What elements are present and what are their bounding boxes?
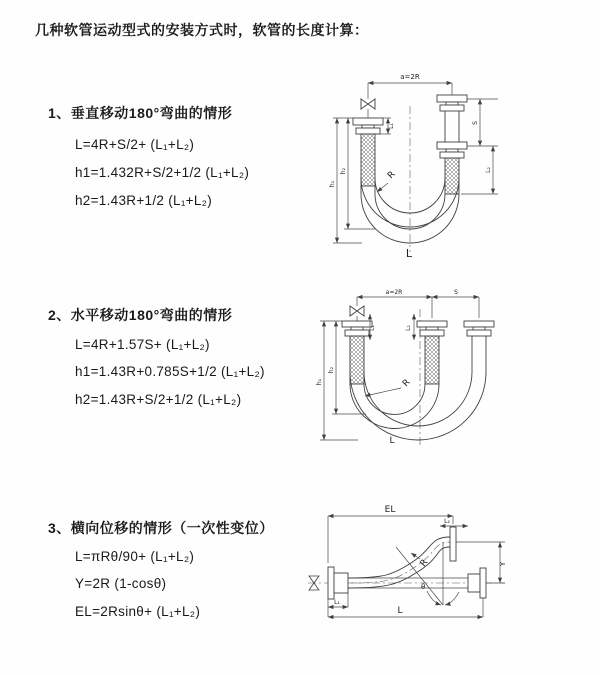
dimension-l2	[405, 314, 414, 340]
section-2-formula-l: L=4R+1.57S+ (L₁+L₂)	[75, 337, 210, 352]
section-3-heading: 3、横向位移的情形（一次性变位）	[48, 520, 274, 536]
dim-label-h2: h₂	[328, 366, 335, 374]
dimension-l1	[369, 314, 376, 340]
section-3-formula-el: EL=2Rsinθ+ (L₁+L₂)	[75, 604, 201, 619]
dimension-s	[432, 289, 479, 297]
page-title: 几种软管运动型式的安装方式时，软管的长度计算：	[35, 22, 369, 38]
diagram-lateral-displacement	[300, 495, 600, 655]
dim-label-s: S	[454, 289, 458, 296]
length-label: L	[389, 436, 395, 446]
left-fitting	[353, 118, 383, 186]
valve-icon	[361, 83, 375, 118]
dim-label-l2: L₂	[405, 325, 412, 331]
radius-label: R	[386, 169, 398, 182]
dim-label-a2r: a=2R	[400, 73, 420, 81]
section-1-formula-l: L=4R+S/2+ (L₁+L₂)	[75, 137, 195, 152]
dimension-h1	[329, 118, 362, 243]
length-label: L	[405, 247, 413, 260]
section-1-heading: 1、垂直移动180°弯曲的情形	[48, 105, 233, 121]
angle-label: θ	[421, 583, 426, 591]
radius-callout	[377, 170, 398, 192]
dim-label-s: S	[472, 121, 479, 125]
dim-label-h2: h₂	[340, 167, 347, 175]
dim-label-l2: L₂	[485, 167, 492, 173]
radius-label: R	[418, 557, 431, 569]
valve-icon	[350, 297, 364, 321]
dim-label-l2: L₂	[444, 518, 450, 525]
diagram-horizontal-bend	[308, 284, 600, 456]
dimension-width	[368, 73, 452, 83]
dim-label-h1: h₁	[329, 180, 336, 188]
dimension-l	[328, 598, 483, 617]
dim-label-y: Y	[499, 561, 507, 567]
section-2-formula-h2: h2=1.43R+S/2+1/2 (L₁+L₂)	[75, 392, 242, 407]
dimension-l2	[440, 518, 468, 526]
dimension-width	[357, 289, 432, 297]
radius-callout	[365, 378, 413, 396]
diagram-vertical-bend	[310, 66, 595, 261]
dim-label-el: EL	[384, 505, 396, 515]
radius-label: R	[401, 377, 413, 390]
section-2-formula-h1: h1=1.43R+0.785S+1/2 (L₁+L₂)	[75, 364, 265, 379]
dim-label-l1: L₁	[369, 325, 376, 331]
displaced-hose	[348, 527, 456, 588]
hose-arcs	[350, 372, 486, 440]
right-fitting	[437, 83, 467, 194]
section-1-formula-h2: h2=1.43R+1/2 (L₁+L₂)	[75, 193, 213, 208]
dim-label-h1: h₁	[316, 378, 323, 386]
section-1-formula-h1: h1=1.432R+S/2+1/2 (L₁+L₂)	[75, 165, 250, 180]
dim-label-l1: L₁	[388, 123, 395, 129]
section-2-heading: 2、水平移动180°弯曲的情形	[48, 307, 233, 323]
section-3-formula-y: Y=2R (1-cosθ)	[75, 576, 167, 591]
dim-label-a2r: a=2R	[385, 289, 403, 296]
middle-fitting	[417, 297, 447, 384]
dimension-s	[467, 99, 498, 146]
left-fitting	[328, 567, 348, 599]
dimension-l2	[461, 146, 498, 194]
right-fitting	[464, 297, 494, 372]
section-3-formula-l: L=πRθ/90+ (L₁+L₂)	[75, 549, 195, 564]
dimension-el	[328, 505, 453, 563]
construction-lines	[396, 542, 459, 605]
dim-label-l1: L₁	[334, 599, 340, 606]
length-label: L	[397, 606, 403, 616]
left-fitting	[342, 321, 372, 384]
